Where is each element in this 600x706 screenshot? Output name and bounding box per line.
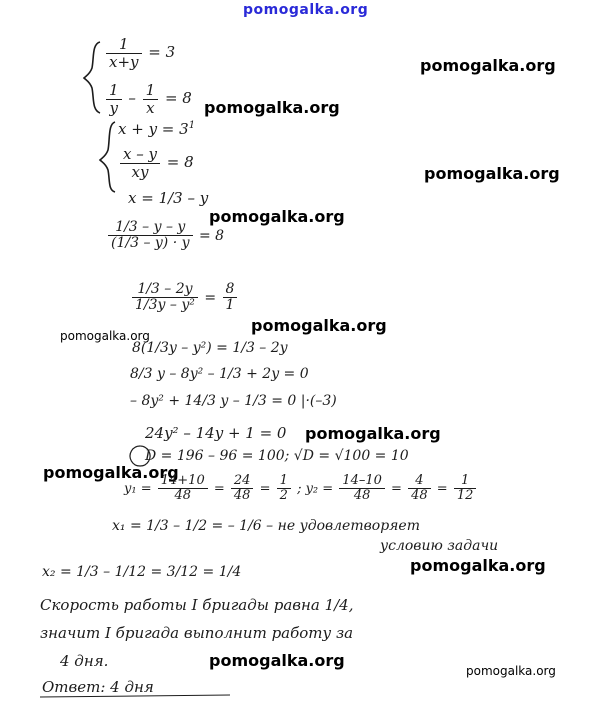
line-5: x = 1/3 – y (128, 189, 209, 207)
watermark: pomogalka.org (424, 164, 560, 183)
watermark: pomogalka.org (209, 207, 345, 226)
line-4: $\frac{x - y}{xy}$ = 8 (118, 146, 194, 180)
line-2: $\frac{1}{y}$ – $\frac{1}{x}$ = 8 (104, 82, 192, 116)
watermark: pomogalka.org (60, 329, 150, 343)
line-6: $\frac{1/3 - y - y}{(1/3 - y) \cdot y}$ = 8 (106, 220, 224, 252)
line-17: Скорость работы I бригады равна 1/4, (40, 596, 354, 614)
watermark: pomogalka.org (305, 424, 441, 443)
line-3: $x + y = 3^1$ (118, 120, 196, 138)
line-15: условию задачи (380, 538, 499, 554)
line-10: – 8y² + 14/3 y – 1/3 = 0 |·(–3) (130, 393, 337, 409)
watermark: pomogalka.org (209, 651, 345, 670)
watermark: pomogalka.org (204, 98, 340, 117)
watermark: pomogalka.org (420, 56, 556, 75)
system-brace-1 (84, 42, 100, 113)
line-12: D = 196 – 96 = 100; √D = √100 = 10 (145, 448, 409, 464)
line-19: 4 дня. (60, 652, 109, 670)
answer-line: Ответ: 4 дня (42, 678, 154, 696)
line-11: 24y² – 14y + 1 = 0 (145, 424, 287, 442)
watermark: pomogalka.org (410, 556, 546, 575)
line-16: x₂ = 1/3 – 1/12 = 3/12 = 1/4 (42, 564, 242, 580)
line-8: 8(1/3y – y²) = 1/3 – 2y (132, 340, 288, 356)
watermark: pomogalka.org (251, 316, 387, 335)
watermark: pomogalka.org (43, 463, 179, 482)
line-18: значит I бригада выполнит работу за (40, 624, 354, 642)
line-7: $\frac{1/3 - 2y}{\text{1/3y – y²}}$ = $\frac{8}{1}$ (130, 282, 239, 314)
watermark: pomogalka.org (466, 664, 556, 678)
system-brace-2 (100, 122, 115, 192)
line-13: y₁ = $\frac{14+10}{48}$ = $\frac{24}{48}$ = $\frac{1}{2}$ ; y₂ = $\frac{14-10}{48}$ = $\frac{4}{48}$ = $\frac{1}{12}$ (124, 474, 478, 504)
line-14: x₁ = 1/3 – 1/2 = – 1/6 – не удовлетворяет (112, 518, 420, 534)
top-watermark: pomogalka.org (243, 2, 369, 18)
line-9: 8/3 y – 8y² – 1/3 + 2y = 0 (130, 366, 309, 382)
line-1: $\frac{1}{x+y}$ = 3 (104, 36, 175, 70)
